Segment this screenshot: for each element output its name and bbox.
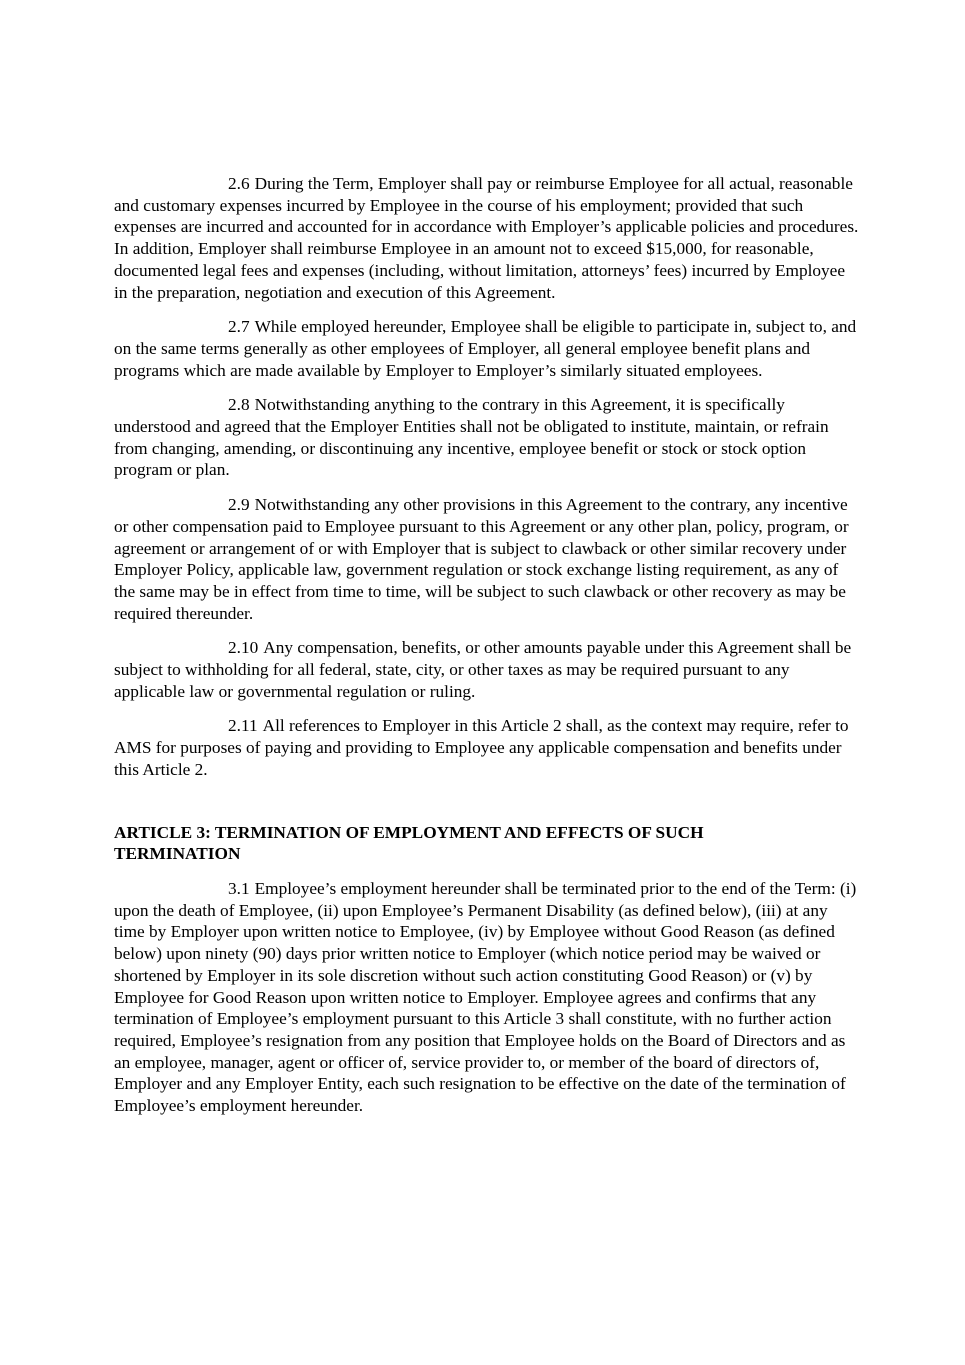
- document-page: [114, 173, 859, 1130]
- section-2-9: [114, 494, 859, 624]
- section-2-10: [114, 637, 859, 702]
- section-number: 3.1: [228, 878, 250, 898]
- section-2-8: [114, 394, 859, 481]
- section-number: 2.6: [228, 174, 250, 193]
- section-text: Notwithstanding anything to the contrary in this Agreement, it is specifically understood and agreed that the Employer Entities shall not be obligated to institute, maintain, or refrain from changing, amending, or discontinuing any incentive, employee benefit or stock or stock option program or plan.: [114, 395, 829, 480]
- section-3-1: [114, 878, 859, 1117]
- section-number: 2.8: [228, 395, 250, 415]
- article-3-heading: ARTICLE 3: TERMINATION OF EMPLOYMENT AND EFFECTS OF SUCH TERMINATION: [114, 822, 704, 864]
- section-number: 2.11: [228, 716, 258, 736]
- section-text: Notwithstanding any other provisions in this Agreement to the contrary, any incentive or other compensation paid to Employee pursuant to this Agreement or any other plan, policy, program, or agreement or arrangement of or with Employer that is subject to clawback or other similar recovery under Employer Policy, applicable law, government regulation or stock exchange listing requirement, as any of the same may be in effect from time to time, will be subject to such clawback or other recovery as may be required thereunder.: [114, 495, 849, 623]
- section-number: 2.10: [228, 638, 259, 658]
- section-2-6: [114, 173, 859, 303]
- section-text: Employee’s employment hereunder shall be terminated prior to the end of the Term: (i) upon the death of Employee, (ii) upon Employee’s Permanent Disability (as defined below), (iii) at any time by Employer upon written notice to Employee, (iv) by Employee without Good Reason (as defined below) upon ninety (90) days prior written notice to Employer (which notice period may be waived or shortened by Employer in its sole discretion without such action constituting Good Reason) or (v) by Employee for Good Reason upon written notice to Employer. Employee agrees and confirms that any termination of Employee’s employment pursuant to this Article 3 shall constitute, with no further action required, Employee’s resignation from any position that Employee holds on the Board of Directors and as an employee, manager, agent or officer of, service provider to, or member of the board of directors of, Employer and any Employer Entity, each such resignation to be effective on the date of the termination of Employee’s employment hereunder.: [114, 878, 857, 1116]
- section-2-7: [114, 316, 859, 381]
- section-text: Any compensation, benefits, or other amounts payable under this Agreement shall be subject to withholding for all federal, state, city, or other taxes as may be required pursuant to any applicable law or governmental regulation or ruling.: [114, 638, 852, 701]
- section-text: During the Term, Employer shall pay or reimburse Employee for all actual, reasonable and customary expenses incurred by Employee in the course of his employment; provided that such expenses are incurred and accounted for in accordance with Employer’s applicable policies and procedures. In addition, Employer shall reimburse Employee in an amount not to exceed $15,000, for reasonable, documented legal fees and expenses (including, without limitation, attorneys’ fees) incurred by Employee in the preparation, negotiation and execution of this Agreement.: [114, 174, 859, 302]
- section-text: While employed hereunder, Employee shall be eligible to participate in, subject to, and on the same terms generally as other employees of Employer, all general employee benefit plans and programs which are made available by Employer to Employer’s similarly situated employees.: [114, 317, 857, 380]
- section-number: 2.9: [228, 495, 250, 515]
- section-number: 2.7: [228, 317, 250, 337]
- section-2-11: [114, 715, 859, 780]
- section-text: All references to Employer in this Article 2 shall, as the context may require, refer to AMS for purposes of paying and providing to Employee any applicable compensation and benefits under this Article 2.: [114, 716, 849, 779]
